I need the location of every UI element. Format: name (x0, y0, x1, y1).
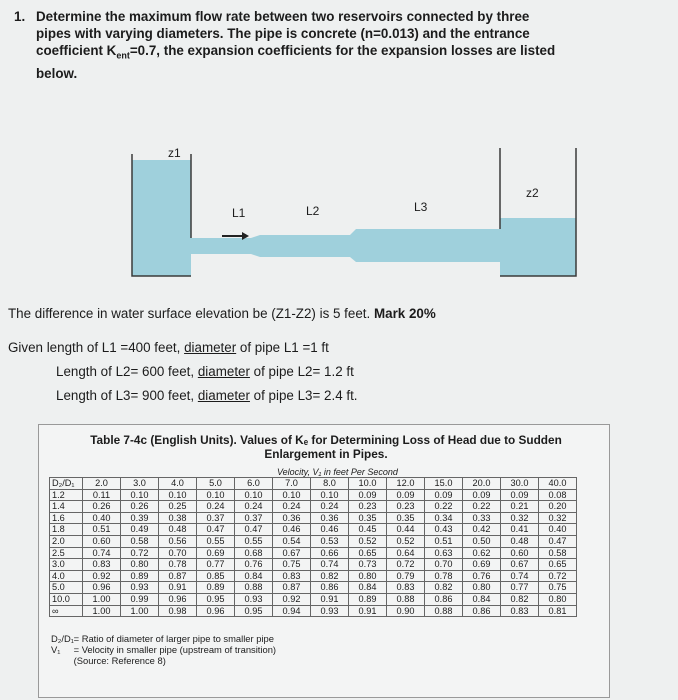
k-value-cell: 0.92 (273, 593, 311, 605)
table-caption: Table 7-4c (English Units). Values of Kₑ for Determining Loss of Head due to Sudden Enlargement in Pipes. (90, 433, 562, 461)
elevation-statement: The difference in water surface elevation be (Z1-Z2) is 5 feet. Mark 20% (8, 306, 436, 321)
k-value-cell: 0.77 (501, 582, 539, 594)
pipe-l2 (260, 235, 350, 257)
velocity-header: 30.0 (501, 478, 539, 490)
k-value-cell: 0.83 (83, 559, 121, 571)
k-value-cell: 0.93 (311, 605, 349, 617)
k-value-cell: 0.24 (311, 501, 349, 513)
k-value-cell: 0.84 (463, 593, 501, 605)
k-value-cell: 0.73 (349, 559, 387, 571)
ratio-cell: 1.8 (50, 524, 83, 536)
k-value-cell: 0.63 (425, 547, 463, 559)
k-value-cell: 0.26 (121, 501, 159, 513)
note-source: (Source: Reference 8) (73, 655, 166, 666)
velocity-header: 12.0 (387, 478, 425, 490)
k-value-cell: 0.08 (539, 489, 577, 501)
problem-line-2: pipes with varying diameters. The pipe is concrete (n=0.013) and the entrance (36, 26, 530, 41)
k-value-cell: 0.23 (387, 501, 425, 513)
k-value-cell: 0.53 (311, 535, 349, 547)
k-value-cell: 0.88 (425, 605, 463, 617)
k-value-cell: 0.10 (121, 489, 159, 501)
k-value-cell: 0.82 (501, 593, 539, 605)
table-row (50, 547, 577, 559)
k-value-cell: 0.49 (121, 524, 159, 536)
k-value-cell: 0.32 (501, 512, 539, 524)
k-value-cell: 0.43 (425, 524, 463, 536)
k-value-cell: 0.92 (83, 570, 121, 582)
k-value-cell: 0.85 (197, 570, 235, 582)
k-value-cell: 0.76 (235, 559, 273, 571)
velocity-header: 3.0 (121, 478, 159, 490)
k-value-cell: 0.37 (235, 512, 273, 524)
k-value-cell: 0.78 (425, 570, 463, 582)
k-value-cell: 0.51 (83, 524, 121, 536)
k-value-cell: 0.10 (311, 489, 349, 501)
transition-l2-l3 (350, 229, 356, 262)
k-value-cell: 0.99 (121, 593, 159, 605)
k-value-cell: 0.93 (121, 582, 159, 594)
k-value-cell: 0.11 (83, 489, 121, 501)
k-value-cell: 0.60 (501, 547, 539, 559)
label-l3: L3 (414, 200, 428, 214)
k-value-cell: 0.50 (463, 535, 501, 547)
k-value-cell: 0.72 (387, 559, 425, 571)
ratio-cell: 1.4 (50, 501, 83, 513)
k-value-cell: 0.80 (121, 559, 159, 571)
table-row (50, 582, 577, 594)
k-value-cell: 0.89 (349, 593, 387, 605)
k-value-cell: 0.76 (463, 570, 501, 582)
k-value-cell: 1.00 (121, 605, 159, 617)
given-line-2: Length of L2= 600 feet, diameter of pipe L2= 1.2 ft (56, 364, 354, 379)
k-value-cell: 0.88 (235, 582, 273, 594)
label-z1: z1 (168, 146, 181, 160)
velocity-header: 6.0 (235, 478, 273, 490)
mark-label: Mark 20% (373, 306, 436, 321)
k-value-cell: 0.93 (235, 593, 273, 605)
k-value-cell: 0.95 (197, 593, 235, 605)
velocity-header: 20.0 (463, 478, 501, 490)
header-row (50, 478, 577, 490)
k-value-cell: 0.26 (83, 501, 121, 513)
table-notes (51, 633, 276, 666)
k-value-cell: 0.40 (539, 524, 577, 536)
k-value-cell: 0.74 (311, 559, 349, 571)
velocity-header: 4.0 (159, 478, 197, 490)
velocity-header: 7.0 (273, 478, 311, 490)
table-row (50, 489, 577, 501)
k-value-cell: 0.54 (273, 535, 311, 547)
k-value-cell: 0.86 (311, 582, 349, 594)
problem-line-4: below. (36, 65, 78, 81)
k-value-cell: 0.86 (463, 605, 501, 617)
k-value-cell: 0.67 (273, 547, 311, 559)
problem-number: 1. (14, 9, 26, 24)
table-row (50, 570, 577, 582)
k-value-cell: 0.86 (425, 593, 463, 605)
table-row (50, 605, 577, 617)
k-value-cell: 0.10 (273, 489, 311, 501)
k-value-cell: 0.96 (83, 582, 121, 594)
k-value-cell: 0.34 (425, 512, 463, 524)
k-value-cell: 0.09 (349, 489, 387, 501)
k-value-cell: 0.40 (83, 512, 121, 524)
k-value-cell: 0.22 (425, 501, 463, 513)
ratio-header: D₂/D₁ (50, 478, 83, 490)
k-value-cell: 0.87 (159, 570, 197, 582)
k-value-cell: 0.89 (197, 582, 235, 594)
velocity-header: 8.0 (311, 478, 349, 490)
problem-line-3: coefficient $K_{ent}=0.7$, the expansion coefficients for the expansion losses are listed (36, 43, 556, 61)
table-row (50, 501, 577, 513)
k-value-cell: 0.35 (349, 512, 387, 524)
k-value-cell: 0.45 (349, 524, 387, 536)
k-value-cell: 0.58 (121, 535, 159, 547)
velocity-header: 10.0 (349, 478, 387, 490)
note-velocity: V₁ = Velocity in smaller pipe (upstream of transition) (51, 644, 277, 655)
k-value-cell: 0.10 (159, 489, 197, 501)
k-value-cell: 0.65 (539, 559, 577, 571)
k-value-cell: 0.10 (197, 489, 235, 501)
k-value-cell: 0.84 (349, 582, 387, 594)
k-value-cell: 0.47 (539, 535, 577, 547)
k-value-cell: 0.55 (235, 535, 273, 547)
ratio-cell: 1.6 (50, 512, 83, 524)
k-value-cell: 0.46 (273, 524, 311, 536)
k-value-cell: 0.36 (311, 512, 349, 524)
table-row (50, 593, 577, 605)
k-value-cell: 0.69 (197, 547, 235, 559)
k-value-cell: 0.23 (349, 501, 387, 513)
velocity-caption: Velocity, V₁ in feet Per Second (277, 467, 398, 477)
k-value-cell: 0.21 (501, 501, 539, 513)
k-value-cell: 0.56 (159, 535, 197, 547)
k-value-cell: 1.00 (83, 605, 121, 617)
note-ratio: D₂/D₁ = Ratio of diameter of larger pipe to smaller pipe (51, 633, 274, 644)
k-value-cell: 0.47 (235, 524, 273, 536)
k-value-cell: 0.91 (159, 582, 197, 594)
k-value-cell: 0.38 (159, 512, 197, 524)
k-value-cell: 0.36 (273, 512, 311, 524)
k-value-cell: 0.47 (197, 524, 235, 536)
k-value-cell: 0.32 (539, 512, 577, 524)
k-value-cell: 0.87 (273, 582, 311, 594)
k-value-cell: 0.74 (83, 547, 121, 559)
k-value-cell: 0.95 (235, 605, 273, 617)
ratio-cell: 4.0 (50, 570, 83, 582)
k-value-cell: 0.52 (387, 535, 425, 547)
k-value-cell: 0.65 (349, 547, 387, 559)
velocity-header: 15.0 (425, 478, 463, 490)
k-value-cell: 0.55 (197, 535, 235, 547)
k-value-cell: 0.48 (501, 535, 539, 547)
k-value-cell: 0.75 (539, 582, 577, 594)
k-value-cell: 0.64 (387, 547, 425, 559)
k-value-cell: 0.39 (121, 512, 159, 524)
k-value-cell: 0.83 (273, 570, 311, 582)
k-value-cell: 0.52 (349, 535, 387, 547)
k-value-cell: 0.42 (463, 524, 501, 536)
k-value-cell: 0.70 (159, 547, 197, 559)
k-value-cell: 0.33 (463, 512, 501, 524)
transition-l1-l2 (251, 235, 260, 257)
velocity-header: 2.0 (83, 478, 121, 490)
k-value-cell: 0.80 (349, 570, 387, 582)
k-value-cell: 0.09 (463, 489, 501, 501)
k-value-cell: 0.77 (197, 559, 235, 571)
k-value-cell: 0.74 (501, 570, 539, 582)
table-row (50, 559, 577, 571)
k-value-cell: 0.37 (197, 512, 235, 524)
k-value-cell: 0.91 (311, 593, 349, 605)
k-value-cell: 0.83 (501, 605, 539, 617)
k-value-cell: 0.72 (539, 570, 577, 582)
k-value-cell: 0.69 (463, 559, 501, 571)
k-value-cell: 0.60 (83, 535, 121, 547)
k-value-cell: 0.35 (387, 512, 425, 524)
k-value-cell: 0.84 (235, 570, 273, 582)
ratio-cell: 1.2 (50, 489, 83, 501)
problem-statement (14, 8, 654, 82)
k-value-cell: 0.24 (235, 501, 273, 513)
k-value-cell: 0.82 (425, 582, 463, 594)
k-value-cell: 0.09 (425, 489, 463, 501)
ratio-cell: 2.5 (50, 547, 83, 559)
k-value-cell: 0.75 (273, 559, 311, 571)
k-value-cell: 0.96 (159, 593, 197, 605)
k-value-cell: 0.90 (387, 605, 425, 617)
k-value-cell: 0.83 (387, 582, 425, 594)
right-reservoir-water (500, 218, 576, 276)
k-value-cell: 0.22 (463, 501, 501, 513)
problem-line-1: Determine the maximum flow rate between two reservoirs connected by three (36, 9, 530, 24)
k-value-cell: 0.89 (121, 570, 159, 582)
k-value-cell: 0.96 (197, 605, 235, 617)
k-value-cell: 0.67 (501, 559, 539, 571)
k-value-cell: 0.72 (121, 547, 159, 559)
k-value-cell: 0.10 (235, 489, 273, 501)
k-value-cell: 0.78 (159, 559, 197, 571)
k-value-cell: 0.91 (349, 605, 387, 617)
label-l2: L2 (306, 204, 320, 218)
given-line-1: Given length of L1 =400 feet, diameter of pipe L1 =1 ft (8, 340, 329, 355)
left-reservoir-water (132, 160, 191, 276)
pipe-l3 (356, 229, 500, 262)
k-value-cell: 0.48 (159, 524, 197, 536)
k-value-cell: 0.41 (501, 524, 539, 536)
k-value-cell: 0.51 (425, 535, 463, 547)
k-values-table (49, 477, 577, 617)
given-line-3: Length of L3= 900 feet, diameter of pipe L3= 2.4 ft. (56, 388, 358, 403)
velocity-header: 5.0 (197, 478, 235, 490)
k-value-cell: 0.09 (501, 489, 539, 501)
k-value-cell: 0.20 (539, 501, 577, 513)
k-value-cell: 0.79 (387, 570, 425, 582)
table-row (50, 524, 577, 536)
ratio-cell: 10.0 (50, 593, 83, 605)
pipe-l1 (191, 238, 251, 254)
k-value-cell: 0.98 (159, 605, 197, 617)
k-value-cell: 1.00 (83, 593, 121, 605)
k-value-cell: 0.80 (539, 593, 577, 605)
table-row (50, 512, 577, 524)
k-value-cell: 0.44 (387, 524, 425, 536)
k-value-cell: 0.70 (425, 559, 463, 571)
ratio-cell: ∞ (50, 605, 83, 617)
k-value-cell: 0.80 (463, 582, 501, 594)
expansion-coefficient-table (38, 424, 610, 698)
k-value-cell: 0.82 (311, 570, 349, 582)
diagram-drawing (0, 140, 678, 300)
k-value-cell: 0.62 (463, 547, 501, 559)
k-value-cell: 0.24 (197, 501, 235, 513)
k-value-cell: 0.94 (273, 605, 311, 617)
k-value-cell: 0.24 (273, 501, 311, 513)
k-value-cell: 0.88 (387, 593, 425, 605)
k-value-cell: 0.46 (311, 524, 349, 536)
velocity-header: 40.0 (539, 478, 577, 490)
label-l1: L1 (232, 206, 246, 220)
k-value-cell: 0.66 (311, 547, 349, 559)
reservoir-pipe-diagram (0, 140, 678, 300)
k-value-cell: 0.58 (539, 547, 577, 559)
k-value-cell: 0.25 (159, 501, 197, 513)
ratio-cell: 3.0 (50, 559, 83, 571)
ratio-cell: 5.0 (50, 582, 83, 594)
k-value-cell: 0.68 (235, 547, 273, 559)
k-value-cell: 0.81 (539, 605, 577, 617)
k-value-cell: 0.09 (387, 489, 425, 501)
label-z2: z2 (526, 186, 539, 200)
table-row (50, 535, 577, 547)
ratio-cell: 2.0 (50, 535, 83, 547)
